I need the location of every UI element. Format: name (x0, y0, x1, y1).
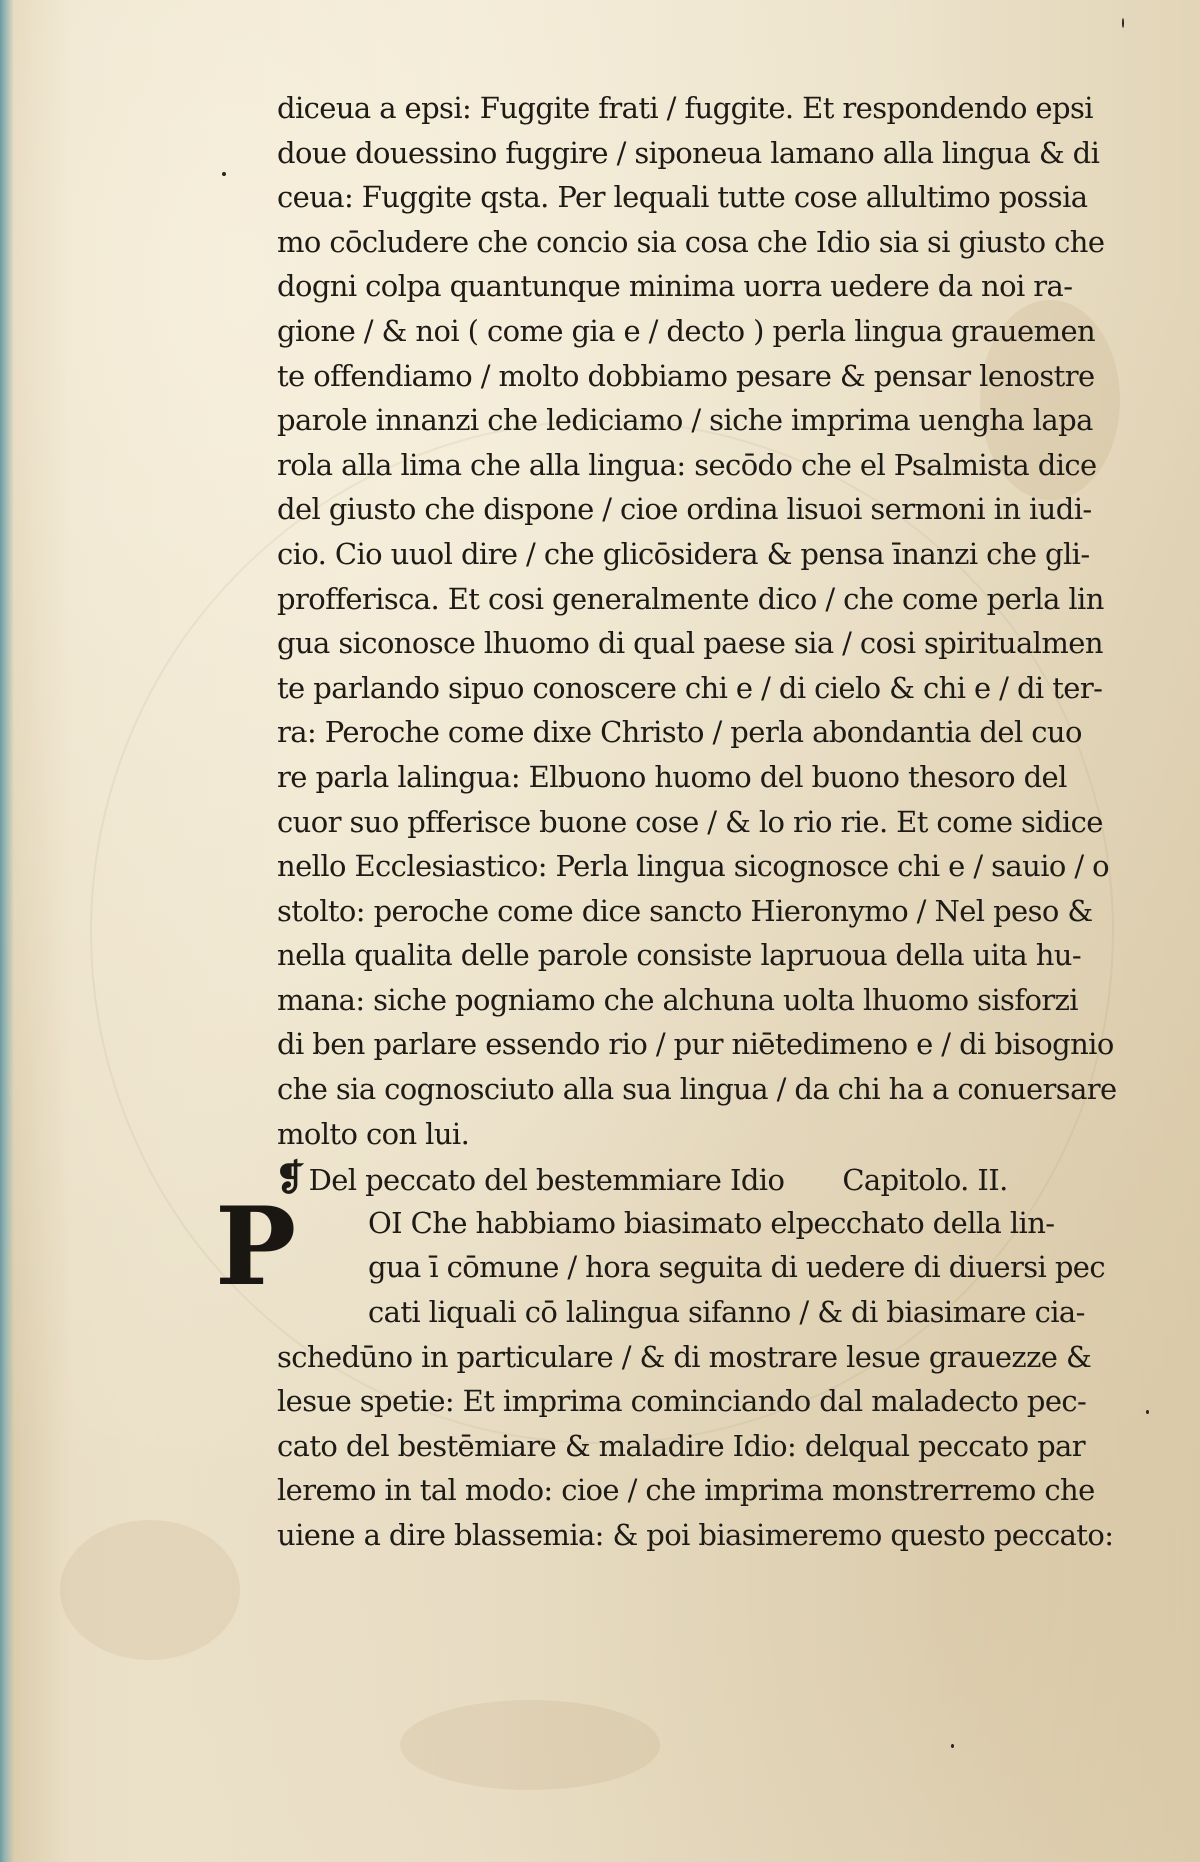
initial-capital: P (215, 1184, 297, 1310)
text-line: parole innanzi che lediciamo / siche imprima uengha lapa (277, 403, 1093, 438)
text-line: schedūno in particulare / & di mostrare lesue grauezze & (277, 1339, 1092, 1374)
paragraph-1 (277, 86, 1137, 1156)
chapter-heading (277, 1156, 1137, 1201)
text-line: che sia cognosciuto alla sua lingua / da chi ha a conuersare (277, 1072, 1117, 1107)
chapter-number: Capitolo. II. (842, 1163, 1008, 1198)
text-line: cuor suo pfferisce buone cose / & lo rio rie. Et come sidice (277, 804, 1103, 839)
text-line: ceua: Fuggite qsta. Per lequali tutte cose allultimo possia (277, 180, 1088, 215)
pilcrow-mark: ❡ (275, 1157, 305, 1200)
text-line: rola alla lima che alla lingua: secōdo che el Psalmista dice (277, 447, 1097, 482)
text-line: mo cōcludere che concio sia cosa che Idio sia si giusto che (277, 224, 1105, 259)
text-line: re parla lalingua: Elbuono huomo del buono thesoro del (277, 759, 1067, 794)
paragraph-2 (277, 1201, 1137, 1558)
body-text (277, 86, 1137, 1558)
text-line: te offendiamo / molto dobbiamo pesare & pensar lenostre (277, 358, 1095, 393)
text-line-indented: OI Che habbiamo biasimato elpecchato della lin- (368, 1205, 1055, 1240)
ink-speck (1146, 1410, 1149, 1414)
text-line: te parlando sipuo conoscere chi e / di cielo & chi e / di ter- (277, 670, 1103, 705)
text-line: stolto: peroche come dice sancto Hieronymo / Nel peso & (277, 893, 1093, 928)
chapter-title: Del peccato del bestemmiare Idio (308, 1163, 785, 1198)
text-line-indented: gua ī cōmune / hora seguita di uedere di diuersi pec (368, 1250, 1106, 1285)
foxing-stain (60, 1520, 240, 1660)
ink-speck (222, 172, 226, 176)
text-line: gione / & noi ( come gia e / decto ) perla lingua grauemen (277, 313, 1096, 348)
text-line: nello Ecclesiastico: Perla lingua sicognosce chi e / sauio / o (277, 849, 1109, 884)
text-line: diceua a epsi: Fuggite frati / fuggite. Et respondendo epsi (277, 91, 1093, 125)
text-line: dogni colpa quantunque minima uorra uedere da noi ra- (277, 269, 1073, 304)
text-line: molto con lui. (277, 1116, 470, 1151)
foxing-stain (400, 1700, 660, 1790)
text-line: lesue spetie: Et imprima cominciando dal maladecto pec- (277, 1384, 1087, 1419)
text-line: mana: siche pogniamo che alchuna uolta lhuomo sisforzi (277, 982, 1078, 1017)
ink-speck (1122, 18, 1124, 28)
text-line: uiene a dire blassemia: & poi biasimeremo questo peccato: (277, 1518, 1114, 1552)
text-line: gua siconosce lhuomo di qual paese sia / cosi spiritualmen (277, 626, 1103, 661)
text-line: nella qualita delle parole consiste lapruoua della uita hu- (277, 938, 1082, 973)
text-line: leremo in tal modo: cioe / che imprima monstrerremo che (277, 1473, 1095, 1508)
text-line: ra: Peroche come dixe Christo / perla abondantia del cuo (277, 715, 1082, 750)
page-edge-binding (0, 0, 14, 1862)
text-line-indented: cati liquali cō lalingua sifanno / & di biasimare cia- (368, 1295, 1085, 1330)
text-line: doue douessino fuggire / siponeua lamano alla lingua & di (277, 135, 1100, 170)
text-line: cio. Cio uuol dire / che glicōsidera & pensa īnanzi che gli- (277, 536, 1090, 571)
text-line: di ben parlare essendo rio / pur niētedimeno e / di bisognio (277, 1027, 1114, 1062)
text-line: del giusto che dispone / cioe ordina lisuoi sermoni in iudi- (277, 492, 1092, 527)
text-line: cato del bestēmiare & maladire Idio: delqual peccato par (277, 1428, 1085, 1463)
text-line: profferisca. Et cosi generalmente dico / che come perla lin (277, 581, 1104, 616)
ink-speck (951, 1744, 954, 1748)
